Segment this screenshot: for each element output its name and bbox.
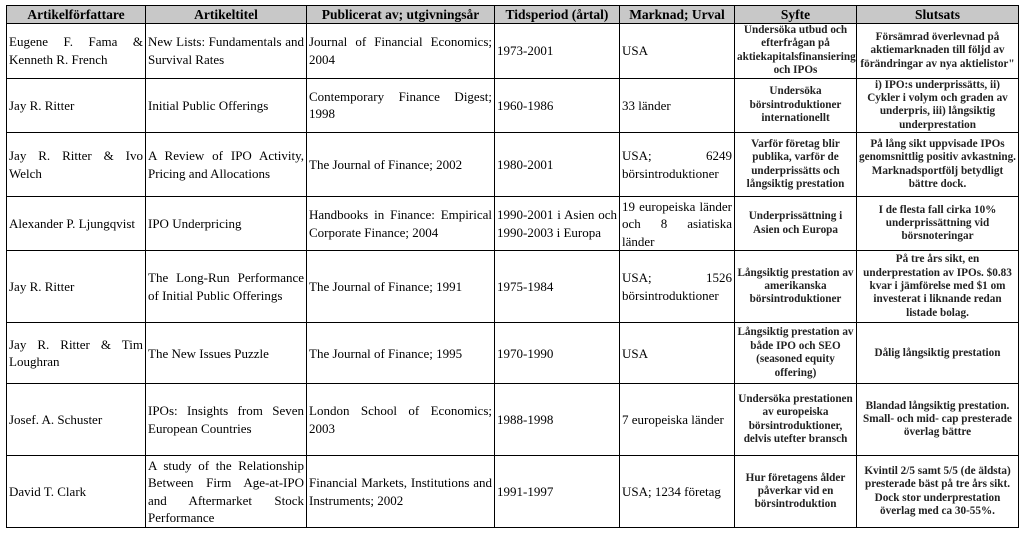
cell-title: New Lists: Fundamentals and Survival Rates <box>146 24 307 79</box>
cell-published: Handbooks in Finance: Empirical Corporate Finance; 2004 <box>307 197 495 251</box>
cell-author: Josef. A. Schuster <box>7 384 146 456</box>
cell-period: 1990-2001 i Asien och 1990-2003 i Europa <box>495 197 620 251</box>
cell-title: A study of the Relationship Between Firm Age-at-IPO and Aftermarket Stock Performance <box>146 456 307 528</box>
table-row <box>7 133 1019 197</box>
cell-title: IPO Underpricing <box>146 197 307 251</box>
cell-purpose: Hur företagens ålder påverkar vid en börsintroduktion <box>735 456 857 528</box>
cell-conclusion: Kvintil 2/5 samt 5/5 (de äldsta) presterade bäst på tre års sikt. Dock stor underprestation överlag med ca 30-55%. <box>857 456 1019 528</box>
cell-period: 1980-2001 <box>495 133 620 197</box>
cell-conclusion: I de flesta fall cirka 10% underprissättning vid börsnoteringar <box>857 197 1019 251</box>
cell-purpose: Undersöka utbud och efterfrågan på aktiekapitalsfinansiering och IPOs <box>735 24 857 79</box>
cell-market: USA <box>620 24 735 79</box>
cell-title: The New Issues Puzzle <box>146 323 307 384</box>
cell-purpose: Undersöka börsintroduktioner internationellt <box>735 78 857 133</box>
cell-author: Jay R. Ritter <box>7 78 146 133</box>
cell-market: 19 europeiska länder och 8 asiatiska länder <box>620 197 735 251</box>
cell-period: 1975-1984 <box>495 251 620 323</box>
cell-author: Jay R. Ritter & Tim Loughran <box>7 323 146 384</box>
cell-published: The Journal of Finance; 1991 <box>307 251 495 323</box>
cell-market: USA; 1234 företag <box>620 456 735 528</box>
cell-period: 1970-1990 <box>495 323 620 384</box>
cell-period: 1973-2001 <box>495 24 620 79</box>
cell-published: Journal of Financial Economics; 2004 <box>307 24 495 79</box>
cell-period: 1960-1986 <box>495 78 620 133</box>
cell-market: 7 europeiska länder <box>620 384 735 456</box>
cell-purpose: Långsiktig prestation av amerikanska börsintroduktioner <box>735 251 857 323</box>
cell-published: Contemporary Finance Digest; 1998 <box>307 78 495 133</box>
cell-conclusion: På lång sikt uppvisade IPOs genomsnittlig positiv avkastning. Marknadsportfölj betydligt bättre dock. <box>857 133 1019 197</box>
cell-author: Eugene F. Fama & Kenneth R. French <box>7 24 146 79</box>
header-market: Marknad; Urval <box>620 6 735 24</box>
table-row <box>7 384 1019 456</box>
header-conclusion: Slutsats <box>857 6 1019 24</box>
cell-published: Financial Markets, Institutions and Instruments; 2002 <box>307 456 495 528</box>
cell-purpose: Långsiktig prestation av både IPO och SEO (seasoned equity offering) <box>735 323 857 384</box>
cell-published: The Journal of Finance; 2002 <box>307 133 495 197</box>
cell-conclusion: Försämrad överlevnad på aktiemarknaden till följd av förändringar av nya aktielistor" <box>857 24 1019 79</box>
table-row <box>7 78 1019 133</box>
cell-market: 33 länder <box>620 78 735 133</box>
cell-purpose: Undersöka prestationen av europeiska börsintroduktioner, delvis utefter bransch <box>735 384 857 456</box>
header-period: Tidsperiod (årtal) <box>495 6 620 24</box>
header-purpose: Syfte <box>735 6 857 24</box>
cell-purpose: Varför företag blir publika, varför de underprissätts och långsiktig prestation <box>735 133 857 197</box>
table-header <box>7 6 1019 24</box>
header-author: Artikelförfattare <box>7 6 146 24</box>
literature-table <box>6 5 1019 528</box>
cell-title: Initial Public Offerings <box>146 78 307 133</box>
cell-author: David T. Clark <box>7 456 146 528</box>
cell-market: USA; 6249 börsintroduktioner <box>620 133 735 197</box>
cell-purpose: Underprissättning i Asien och Europa <box>735 197 857 251</box>
cell-title: The Long-Run Performance of Initial Public Offerings <box>146 251 307 323</box>
cell-conclusion: Blandad långsiktig prestation. Small- och mid- cap presterade överlag bättre <box>857 384 1019 456</box>
header-published: Publicerat av; utgivningsår <box>307 6 495 24</box>
cell-author: Jay R. Ritter <box>7 251 146 323</box>
cell-market: USA <box>620 323 735 384</box>
cell-period: 1988-1998 <box>495 384 620 456</box>
cell-period: 1991-1997 <box>495 456 620 528</box>
cell-conclusion: Dålig långsiktig prestation <box>857 323 1019 384</box>
cell-conclusion: På tre års sikt, en underprestation av IPOs. $0.83 kvar i jämförelse med $1 om investerat i liknande redan listade bolag. <box>857 251 1019 323</box>
cell-conclusion: i) IPO:s underprissätts, ii) Cykler i volym och graden av underpris, iii) långsiktig underprestation <box>857 78 1019 133</box>
cell-title: IPOs: Insights from Seven European Countries <box>146 384 307 456</box>
table-row <box>7 197 1019 251</box>
header-title: Artikeltitel <box>146 6 307 24</box>
cell-published: London School of Economics; 2003 <box>307 384 495 456</box>
table-row <box>7 456 1019 528</box>
cell-market: USA; 1526 börsintroduktioner <box>620 251 735 323</box>
table-row <box>7 323 1019 384</box>
cell-author: Jay R. Ritter & Ivo Welch <box>7 133 146 197</box>
cell-author: Alexander P. Ljungqvist <box>7 197 146 251</box>
cell-published: The Journal of Finance; 1995 <box>307 323 495 384</box>
table-row <box>7 24 1019 79</box>
table-row <box>7 251 1019 323</box>
cell-title: A Review of IPO Activity, Pricing and Allocations <box>146 133 307 197</box>
